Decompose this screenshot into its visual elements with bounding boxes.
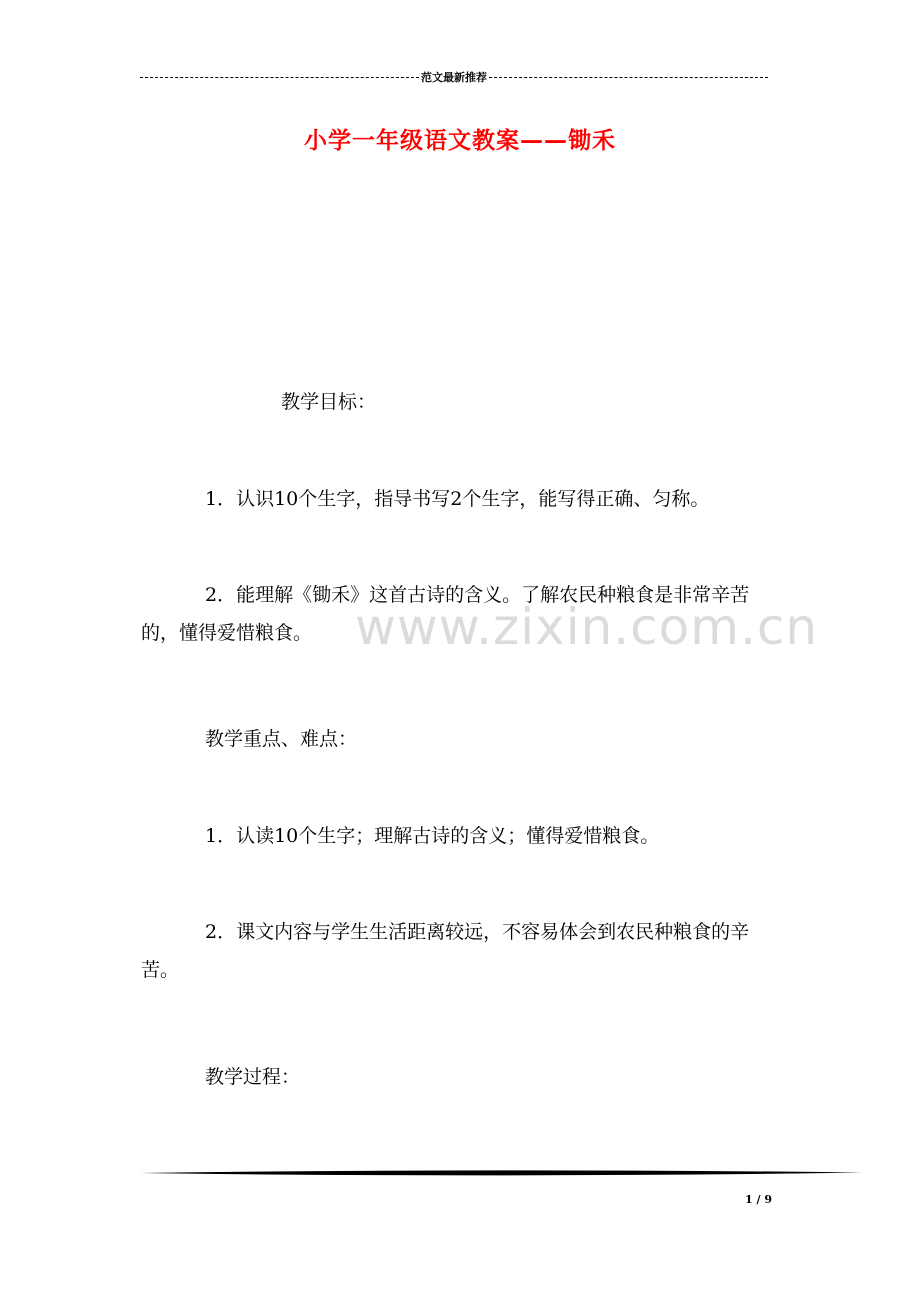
- page-number: 1 / 9: [745, 1193, 772, 1206]
- objective-1: 1．认识10个生字，指导书写2个生字，能写得正确、匀称。: [205, 488, 710, 510]
- page-header: [140, 70, 768, 84]
- key-point-2: 2．课文内容与学生生活距离较远，不容易体会到农民种粮食的辛苦。: [141, 921, 750, 981]
- header-label: 范文最新推荐: [421, 71, 487, 84]
- section-heading-key-points: 教学重点、难点：: [205, 728, 358, 750]
- section-heading-process: 教学过程：: [205, 1066, 301, 1088]
- document-title: 小学一年级语文教案——锄禾: [304, 128, 616, 154]
- header-dashes-right: [489, 77, 768, 78]
- objective-2: 2．能理解《锄禾》这首古诗的含义。了解农民种粮食是非常辛苦的，懂得爱惜粮食。: [141, 584, 750, 644]
- key-point-1: 1．认读10个生字；理解古诗的含义；懂得爱惜粮食。: [205, 825, 660, 847]
- section-heading-objectives: 教学目标：: [281, 391, 377, 413]
- watermark: www.zixin.com.cn: [355, 598, 819, 656]
- footer-rule: [140, 1168, 863, 1178]
- header-dashes-left: [140, 77, 419, 78]
